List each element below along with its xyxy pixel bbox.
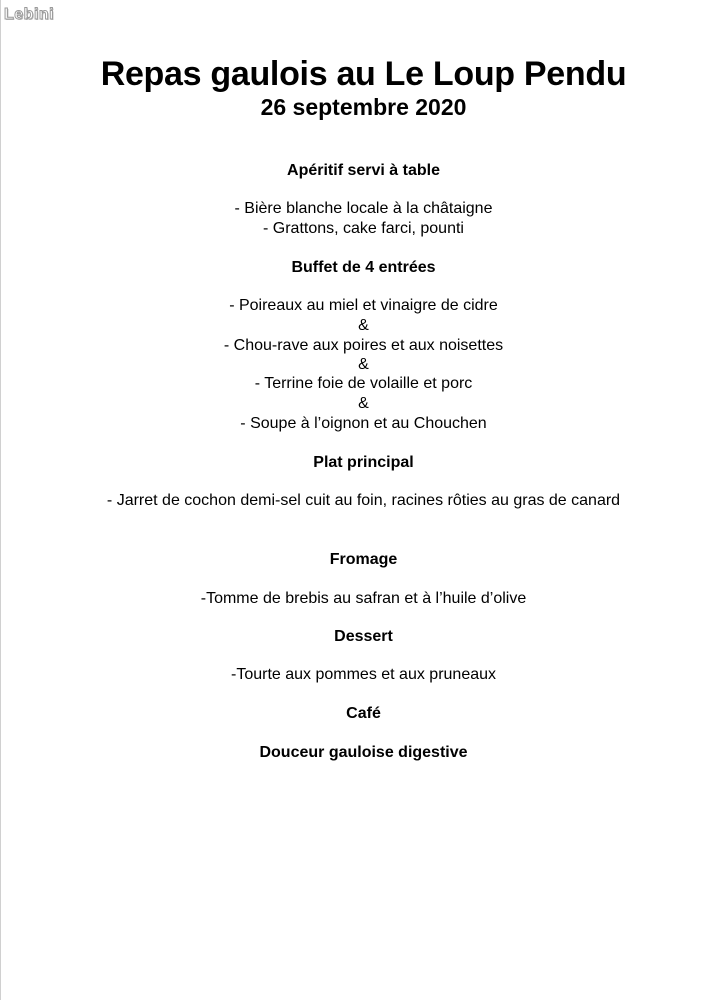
section-heading-aperitif: Apéritif servi à table — [287, 162, 440, 179]
menu-date: 26 septembre 2020 — [260, 94, 467, 120]
section-heading-dessert: Dessert — [334, 628, 393, 645]
menu-item: - Chou-rave aux poires et aux noisettes — [223, 337, 504, 354]
section-heading-cafe: Café — [346, 705, 381, 722]
menu-separator: & — [358, 356, 369, 373]
menu-item: - Grattons, cake farci, pounti — [263, 220, 464, 237]
menu-item: - Bière blanche locale à la châtaigne — [234, 200, 493, 217]
page-edge — [0, 0, 1, 1000]
menu-separator: & — [358, 317, 369, 334]
page-title: Repas gaulois au Le Loup Pendu — [100, 55, 627, 93]
menu-item: -Tourte aux pommes et aux pruneaux — [230, 666, 497, 683]
section-heading-douceur: Douceur gauloise digestive — [259, 744, 468, 761]
section-heading-plat-principal: Plat principal — [313, 454, 414, 471]
section-heading-buffet: Buffet de 4 entrées — [291, 259, 436, 276]
menu-item: -Tomme de brebis au safran et à l’huile d’olive — [200, 590, 527, 607]
menu-item: - Jarret de cochon demi-sel cuit au foin, racines rôties au gras de canard — [106, 492, 621, 509]
menu-separator: & — [358, 395, 369, 412]
section-heading-fromage: Fromage — [329, 551, 398, 568]
watermark-logo: Lebini — [4, 6, 55, 23]
menu-item: - Soupe à l’oignon et au Chouchen — [240, 415, 487, 432]
menu-item: - Poireaux au miel et vinaigre de cidre — [229, 297, 498, 314]
menu-item: - Terrine foie de volaille et porc — [254, 375, 473, 392]
